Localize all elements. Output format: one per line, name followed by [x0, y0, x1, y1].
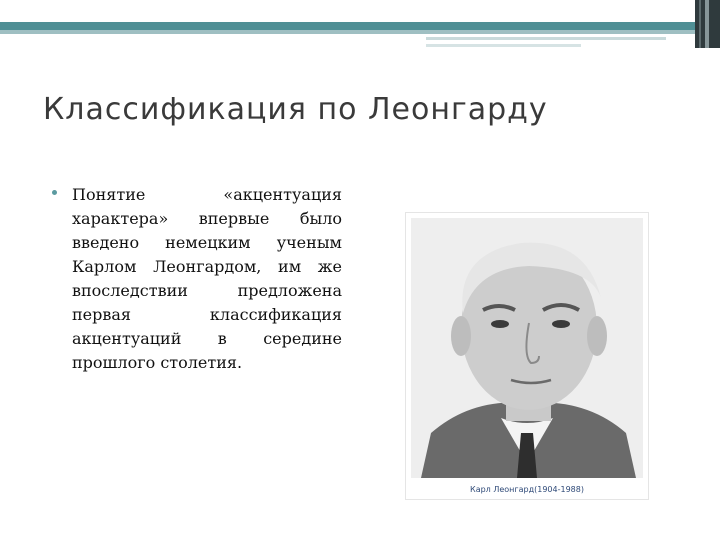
header-sub-bar: [426, 37, 666, 40]
portrait-caption: Карл Леонгард(1904-1988): [470, 485, 584, 494]
header-accent-bar: [0, 22, 695, 30]
portrait-photo: [411, 218, 643, 478]
slide-title: Классификация по Леонгарду: [43, 92, 548, 127]
header-sub-bar-short: [426, 44, 581, 47]
header-accent-bar-light: [0, 30, 695, 34]
corner-stripe: [699, 0, 701, 48]
bullet-item: [52, 183, 342, 375]
portrait-frame: [405, 212, 649, 500]
bullet-text: Понятие «акцентуация характера» впервые было введено немецким ученым Карлом Леонгардом, им же впоследствии предложена первая классификация акцентуаций в середине прошлого столетия.: [72, 185, 342, 372]
corner-stripe: [705, 0, 709, 48]
bullet-icon: [52, 190, 57, 195]
